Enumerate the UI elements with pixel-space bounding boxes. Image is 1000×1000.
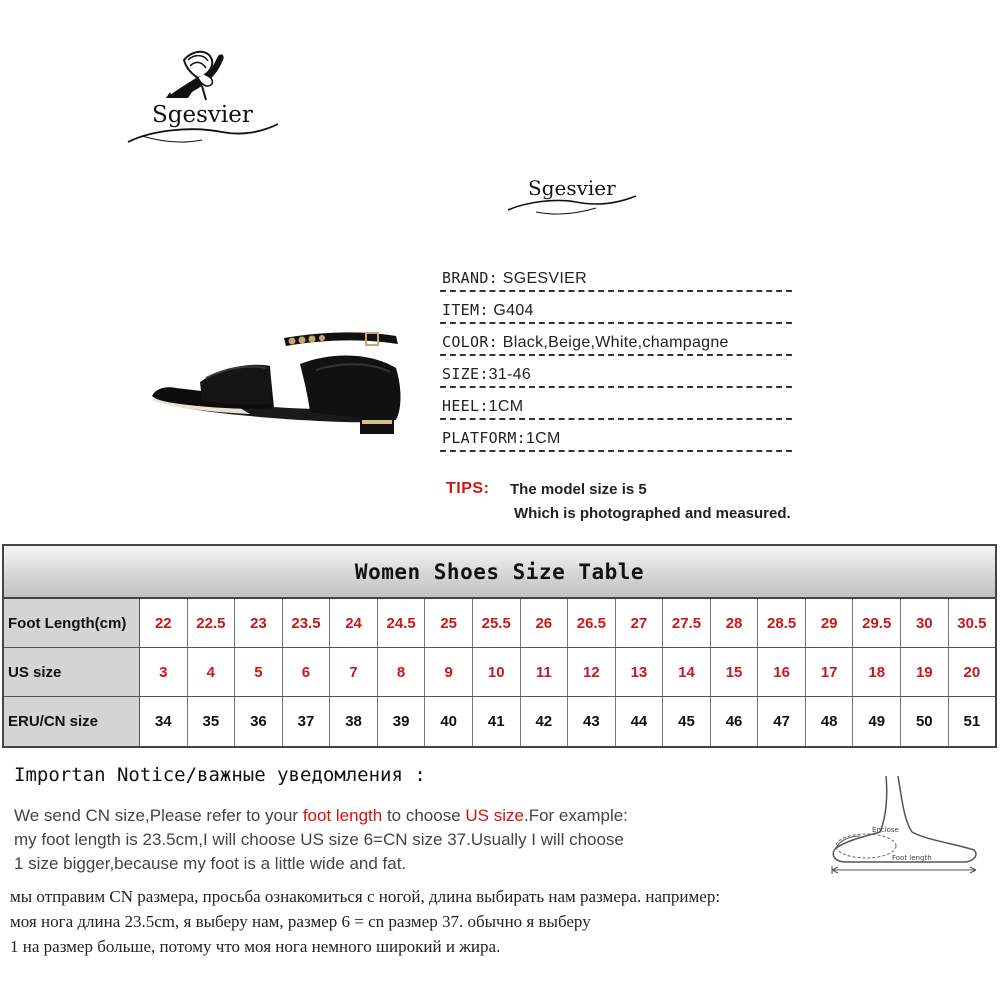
table-cell: 34 <box>140 697 188 746</box>
table-cell: 50 <box>901 697 949 746</box>
foot-diagram-label-enclose: Enclose <box>872 826 899 834</box>
table-cell: 38 <box>330 697 378 746</box>
notice-en-line-3: 1 size bigger,because my foot is a little wide and fat. <box>14 854 407 873</box>
table-cell: 15 <box>711 648 759 696</box>
table-cell: 36 <box>235 697 283 746</box>
spec-brand <box>440 266 800 298</box>
table-cell: 37 <box>283 697 331 746</box>
brand-logo-large-text: Sgesvier <box>152 102 253 128</box>
notice-ru-line-2: моя нога длина 23.5cm, я выберу нам, размер 6 = cn размер 37. обычно я выберу <box>10 912 591 931</box>
table-cell: 51 <box>963 713 981 730</box>
spec-divider <box>440 418 792 420</box>
spec-heel <box>440 394 800 426</box>
table-row-foot-length <box>4 599 995 648</box>
table-cell: 30.5 <box>957 614 987 632</box>
table-cell: 47 <box>758 697 806 746</box>
spec-size-value: 31-46 <box>488 366 532 383</box>
table-cell: 48 <box>806 697 854 746</box>
table-cell: 13 <box>616 648 664 696</box>
table-cell: 22.5 <box>188 599 236 647</box>
table-cell: 24 <box>330 599 378 647</box>
spec-heel-value: 1CM <box>488 398 524 415</box>
table-cell: 42 <box>521 697 569 746</box>
table-cell: 14 <box>663 648 711 696</box>
spec-size <box>440 362 800 394</box>
spec-divider <box>440 386 792 388</box>
sandal-product-image <box>140 308 420 438</box>
spec-platform <box>440 426 800 458</box>
table-cell: 29 <box>806 599 854 647</box>
notice-ru-line-1: мы отправим CN размера, просьба ознакомиться с ногой, длина выбирать нам размера. например: <box>10 887 721 906</box>
spec-divider <box>440 450 792 452</box>
table-cell: 46 <box>711 697 759 746</box>
table-cell: 49 <box>853 697 901 746</box>
brand-logo-small <box>506 172 646 222</box>
row-header: Foot Length(cm) <box>4 599 140 647</box>
spec-brand-label: BRAND: <box>442 269 498 287</box>
table-cell: 10 <box>473 648 521 696</box>
row-header: ERU/CN size <box>4 697 140 746</box>
table-cell: 27.5 <box>663 599 711 647</box>
spec-item-label: ITEM: <box>442 301 489 319</box>
row-header: US size <box>4 648 140 696</box>
notice-text: We send CN size,Please refer to your <box>14 806 303 825</box>
table-cell: 3 <box>140 648 188 696</box>
table-cell: 6 <box>283 648 331 696</box>
table-cell: 35 <box>188 697 236 746</box>
table-cell: 28 <box>711 599 759 647</box>
spec-divider <box>440 290 792 292</box>
spec-platform-value: 1CM <box>525 430 561 447</box>
tips-line-1: The model size is 5 <box>510 481 647 498</box>
spec-color <box>440 330 800 362</box>
butterfly-heel-logo-icon <box>122 46 292 156</box>
table-row-us-size <box>4 648 995 697</box>
table-cell: 9 <box>425 648 473 696</box>
notice-text: to choose <box>382 806 466 825</box>
brand-logo-large <box>122 46 292 156</box>
table-cell: 29.5 <box>853 599 901 647</box>
notice-title: Importan Notice/важные уведомления : <box>14 764 426 786</box>
spec-item <box>440 298 800 330</box>
product-specs <box>440 266 800 458</box>
table-cell: 25.5 <box>473 599 521 647</box>
table-cell: 26.5 <box>568 599 616 647</box>
table-cell: 25 <box>425 599 473 647</box>
notice-english <box>14 804 628 876</box>
table-cell: 18 <box>853 648 901 696</box>
spec-color-label: COLOR: <box>442 333 498 351</box>
spec-item-value: G404 <box>488 302 534 319</box>
table-cell: 24.5 <box>378 599 426 647</box>
tips-label: TIPS: <box>446 480 490 497</box>
table-cell: 45 <box>663 697 711 746</box>
notice-highlight-us-size: US size <box>465 806 524 825</box>
tips-block <box>446 480 791 522</box>
notice-en-line-1 <box>14 804 628 828</box>
table-cell: 44 <box>616 697 664 746</box>
size-table-title: Women Shoes Size Table <box>4 546 995 599</box>
table-cell: 4 <box>188 648 236 696</box>
spec-divider <box>440 354 792 356</box>
table-cell: 26 <box>521 599 569 647</box>
spec-divider <box>440 322 792 324</box>
table-cell: 5 <box>235 648 283 696</box>
notice-en-line-2: my foot length is 23.5cm,I will choose US size 6=CN size 37.Usually I will choose <box>14 830 624 849</box>
size-table <box>2 544 997 748</box>
notice-ru-line-3: 1 на размер больше, потому что моя нога немного широкий и жира. <box>10 937 501 956</box>
table-cell: 23 <box>235 599 283 647</box>
table-cell: 39 <box>378 697 426 746</box>
table-row-eu-cn-size <box>4 697 995 746</box>
table-cell: 12 <box>568 648 616 696</box>
table-cell: 17 <box>806 648 854 696</box>
spec-heel-label: HEEL: <box>442 397 489 415</box>
table-cell: 8 <box>378 648 426 696</box>
spec-color-value: Black,Beige,White,champagne <box>498 334 729 351</box>
brand-logo-small-text: Sgesvier <box>528 176 616 200</box>
table-cell: 27 <box>616 599 664 647</box>
table-cell: 22 <box>140 599 188 647</box>
foot-measure-diagram-icon <box>826 770 986 880</box>
table-cell: 43 <box>568 697 616 746</box>
foot-diagram-label-length: Foot length <box>892 854 932 862</box>
spec-brand-value: SGESVIER <box>498 270 587 287</box>
table-cell: 11 <box>521 648 569 696</box>
notice-text: .For example: <box>523 806 628 825</box>
table-cell: 28.5 <box>758 599 806 647</box>
table-cell: 23.5 <box>283 599 331 647</box>
spec-platform-label: PLATFORM: <box>442 429 526 447</box>
tips-line-2: Which is photographed and measured. <box>514 505 791 522</box>
notice-highlight-foot-length: foot length <box>302 806 383 825</box>
table-cell: 7 <box>330 648 378 696</box>
spec-size-label: SIZE: <box>442 365 489 383</box>
table-cell: 30 <box>901 599 949 647</box>
table-cell: 40 <box>425 697 473 746</box>
table-cell: 16 <box>758 648 806 696</box>
notice-russian <box>10 884 720 959</box>
table-cell: 19 <box>901 648 949 696</box>
table-cell: 20 <box>963 663 981 681</box>
table-cell: 41 <box>473 697 521 746</box>
